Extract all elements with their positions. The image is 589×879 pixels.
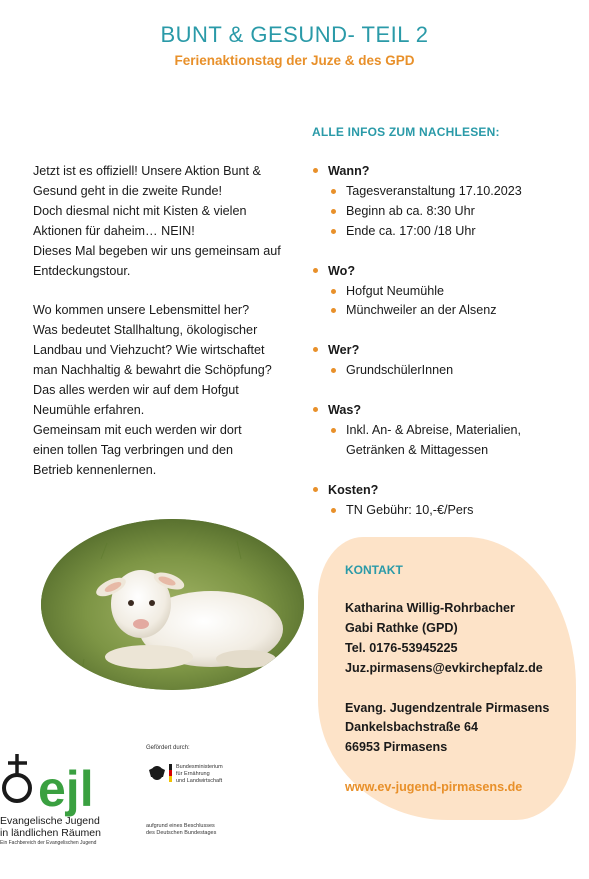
contact-email[interactable]: Juz.pirmasens@evkirchepfalz.de xyxy=(345,660,543,675)
info-item: Hofgut Neumühle xyxy=(328,282,572,302)
info-label: Wann? xyxy=(328,164,370,178)
contact-city: 66953 Pirmasens xyxy=(345,740,448,755)
info-section-who xyxy=(312,341,572,381)
ministry-name: Bundesministerium für Ernährung und Landwirtschaft xyxy=(176,764,223,784)
cross-circle-icon xyxy=(4,754,30,801)
info-item: Tagesveranstaltung 17.10.2023 xyxy=(328,182,572,202)
lamb-illustration xyxy=(41,519,304,690)
ejl-wordmark: ejl xyxy=(38,761,94,817)
info-label: Kosten? xyxy=(328,482,379,497)
info-list xyxy=(312,162,572,541)
info-item: Inkl. An- & Abreise, Materialien, Getränken & Mittagessen xyxy=(328,421,572,461)
website-link[interactable]: www.ev-jugend-pirmasens.de xyxy=(345,780,523,794)
contact-name: Gabi Rathke (GPD) xyxy=(345,620,458,635)
contact-name: Katharina Willig-Rohrbacher xyxy=(345,601,515,615)
intro-paragraph: Wo kommen unsere Lebensmittel her? Was bedeutet Stallhaltung, ökologischer Landbau und Viehzucht? Wie wirtschaftet man Nachhaltig & bewahrt die Schöpfung? Das alles werden wir auf dem Hofgut Neumühle erfahren. Gemeinsam mit euch werden wir dort einen tollen Tag verbringen und den Betrieb kennenlernen. xyxy=(33,303,272,477)
contact-org: Evang. Jugendzentrale Pirmasens xyxy=(345,700,550,715)
ejl-tagline: Ein Fachbereich der Evangelischen Jugend xyxy=(0,840,97,846)
contact-phone[interactable]: Tel. 0176-53945225 xyxy=(345,640,458,655)
info-heading: ALLE INFOS ZUM NACHLESEN: xyxy=(312,125,500,139)
contact-street: Dankelsbachstraße 64 xyxy=(345,720,479,735)
decision-note: aufgrund eines Beschlusses des Deutschen Bundestages xyxy=(146,823,217,836)
info-item: TN Gebühr: 10,-€/Pers xyxy=(328,501,572,521)
info-item: Ende ca. 17:00 /18 Uhr xyxy=(328,222,572,242)
info-label: Was? xyxy=(328,403,362,418)
info-section-where xyxy=(312,262,572,322)
info-label: Wo? xyxy=(328,263,356,278)
eagle-icon xyxy=(149,766,165,780)
lamb-photo xyxy=(41,519,304,690)
page-subtitle: Ferienaktionstag der Juze & des GPD xyxy=(174,53,415,68)
info-label: Wer? xyxy=(328,343,360,358)
page-title: BUNT & GESUND- TEIL 2 xyxy=(160,22,429,47)
info-section-when xyxy=(312,162,572,242)
info-section-cost xyxy=(312,481,572,521)
ejl-caption: Evangelische Jugend in ländlichen Räumen xyxy=(0,815,101,839)
funded-label: Gefördert durch: xyxy=(146,745,190,751)
intro-text xyxy=(33,162,298,480)
contact-details xyxy=(345,599,549,758)
info-item: Beginn ab ca. 8:30 Uhr xyxy=(328,202,572,222)
info-item: GrundschülerInnen xyxy=(328,361,572,381)
flag-icon xyxy=(169,764,172,782)
info-item: Münchweiler an der Alsenz xyxy=(328,301,572,321)
intro-paragraph: Jetzt ist es offiziell! Unsere Aktion Bunt & Gesund geht in die zweite Runde! Doch diesmal nicht mit Kisten & vielen Aktionen für daheim… NEIN! Dieses Mal begeben wir uns gemeinsam auf Entdeckungstour. xyxy=(33,164,281,278)
contact-heading: KONTAKT xyxy=(345,563,403,577)
info-section-what xyxy=(312,401,572,461)
